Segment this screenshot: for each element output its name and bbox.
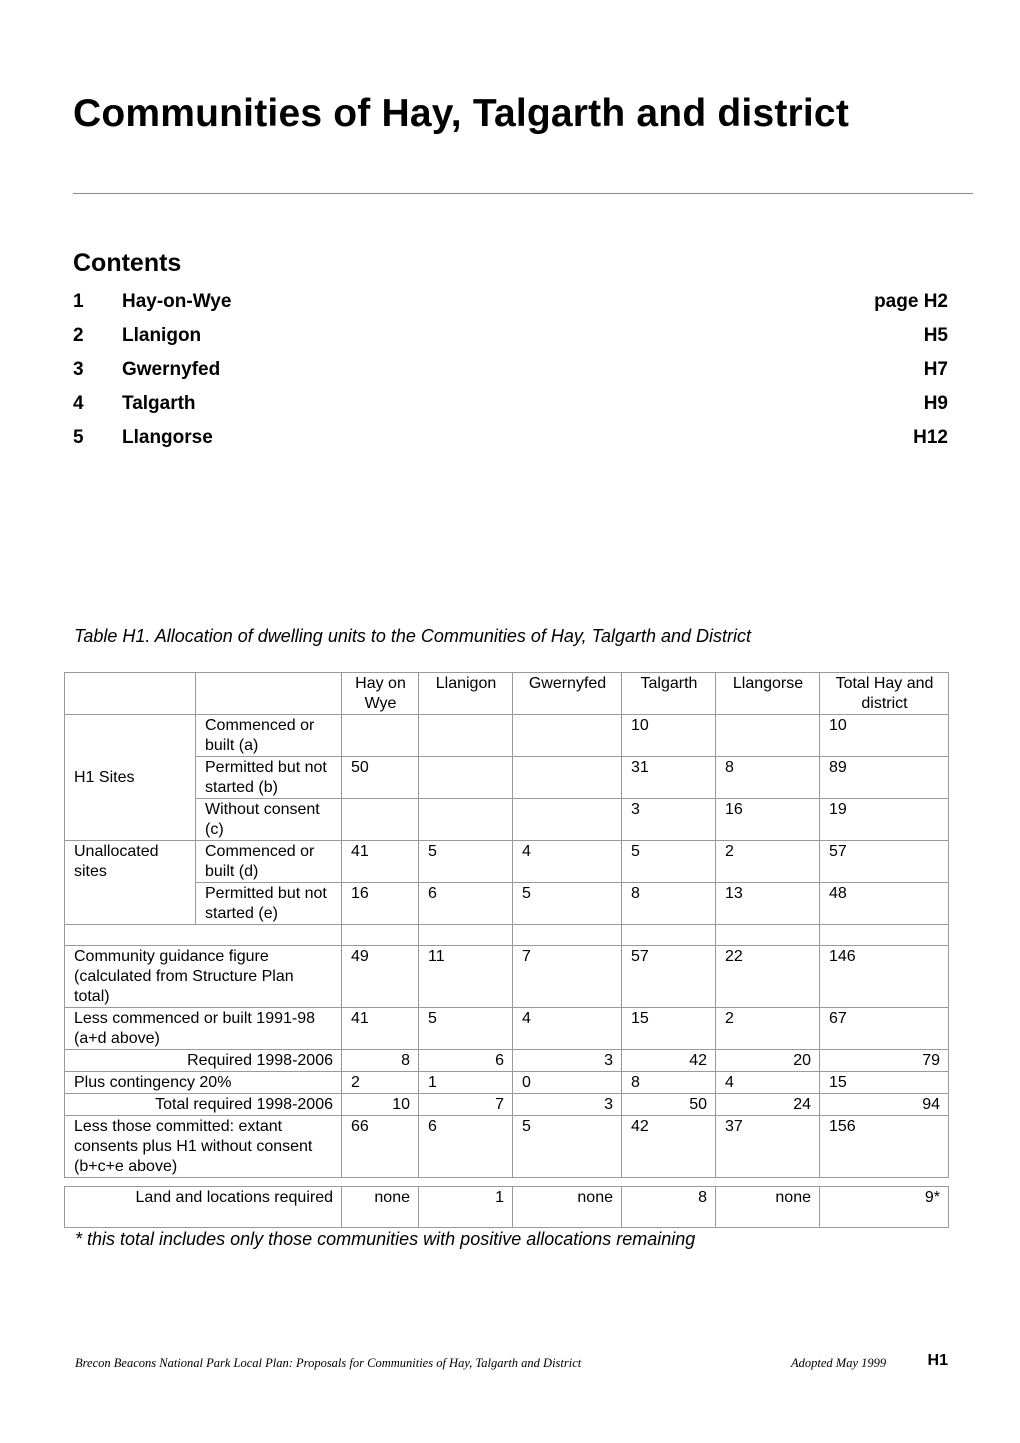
cell: 42: [622, 1116, 716, 1178]
cell: 48: [820, 883, 949, 925]
cell: 4: [513, 841, 622, 883]
empty-cell: [820, 925, 949, 946]
group-label: Unallocated sites: [65, 841, 196, 925]
toc-number: 3: [73, 359, 84, 380]
cell: 37: [716, 1116, 820, 1178]
row-label: Less commenced or built 1991-98 (a+d above): [65, 1008, 342, 1050]
toc-page: page H2: [874, 291, 948, 312]
table-footnote: * this total includes only those communities with positive allocations remaining: [75, 1229, 696, 1249]
toc-label: Talgarth: [122, 393, 196, 414]
column-header: Hay on Wye: [342, 673, 419, 715]
toc-number: 2: [73, 325, 84, 346]
cell: [513, 757, 622, 799]
empty-cell: [622, 925, 716, 946]
toc-item[interactable]: [73, 324, 948, 358]
cell: 11: [419, 946, 513, 1008]
toc-page: H9: [923, 393, 948, 414]
cell: 31: [622, 757, 716, 799]
table-row: [65, 1072, 949, 1094]
column-header: Llangorse: [716, 673, 820, 715]
cell: [342, 799, 419, 841]
page-title: Communities of Hay, Talgarth and district: [73, 92, 850, 135]
cell: 4: [513, 1008, 622, 1050]
empty-cell: [196, 673, 342, 715]
row-label: Total required 1998-2006: [65, 1094, 342, 1116]
cell: [513, 799, 622, 841]
table-row: [65, 1094, 949, 1116]
empty-cell: [65, 925, 342, 946]
empty-cell: [513, 925, 622, 946]
toc-number: 4: [73, 393, 84, 414]
cell: 3: [513, 1094, 622, 1116]
group-label: H1 Sites: [65, 715, 196, 841]
cell: 19: [820, 799, 949, 841]
toc-item[interactable]: [73, 358, 948, 392]
cell: 10: [622, 715, 716, 757]
column-header: Gwernyfed: [513, 673, 622, 715]
cell: 7: [419, 1094, 513, 1116]
toc-page: H7: [923, 359, 948, 380]
cell: 49: [342, 946, 419, 1008]
row-label: Plus contingency 20%: [65, 1072, 342, 1094]
column-header: Total Hay and district: [820, 673, 949, 715]
cell: 50: [622, 1094, 716, 1116]
cell: 10: [342, 1094, 419, 1116]
empty-cell: [716, 925, 820, 946]
cell: 10: [820, 715, 949, 757]
spacer-row: [65, 925, 949, 946]
toc-item[interactable]: [73, 426, 948, 460]
cell: 24: [716, 1094, 820, 1116]
cell: [419, 757, 513, 799]
toc-page: H12: [913, 427, 948, 448]
cell: 156: [820, 1116, 949, 1178]
cell: [513, 715, 622, 757]
cell: 4: [716, 1072, 820, 1094]
row-label: Community guidance figure (calculated from Structure Plan total): [65, 946, 342, 1008]
table-row: [65, 799, 949, 841]
table-caption: Table H1. Allocation of dwelling units to the Communities of Hay, Talgarth and District: [74, 626, 752, 646]
cell: 146: [820, 946, 949, 1008]
cell: 5: [419, 841, 513, 883]
table-row: [65, 883, 949, 925]
cell: 6: [419, 1116, 513, 1178]
row-label: Commenced or built (d): [196, 841, 342, 883]
toc-page: H5: [923, 325, 948, 346]
toc-label: Hay-on-Wye: [122, 291, 232, 312]
cell: 20: [716, 1050, 820, 1072]
cell: 8: [622, 883, 716, 925]
cell: none: [342, 1187, 419, 1228]
cell: 9*: [820, 1187, 949, 1228]
table-row: [65, 946, 949, 1008]
empty-cell: [65, 673, 196, 715]
cell: 3: [513, 1050, 622, 1072]
toc-label: Llangorse: [122, 427, 213, 448]
table-row: [65, 1050, 949, 1072]
cell: 2: [716, 1008, 820, 1050]
cell: 6: [419, 1050, 513, 1072]
cell: 57: [622, 946, 716, 1008]
header-divider: [73, 193, 973, 194]
cell: 8: [342, 1050, 419, 1072]
cell: none: [513, 1187, 622, 1228]
column-header: Llanigon: [419, 673, 513, 715]
cell: 16: [716, 799, 820, 841]
cell: 16: [342, 883, 419, 925]
row-label: Commenced or built (a): [196, 715, 342, 757]
cell: 5: [513, 1116, 622, 1178]
land-required-table: [64, 1186, 949, 1228]
cell: 1: [419, 1187, 513, 1228]
cell: [342, 715, 419, 757]
column-header: Talgarth: [622, 673, 716, 715]
cell: 42: [622, 1050, 716, 1072]
table-row: [65, 715, 949, 757]
cell: 15: [622, 1008, 716, 1050]
cell: none: [716, 1187, 820, 1228]
table-row: [65, 1187, 949, 1228]
cell: [716, 715, 820, 757]
cell: 8: [622, 1187, 716, 1228]
row-label: Land and locations required: [65, 1187, 342, 1228]
cell: 0: [513, 1072, 622, 1094]
footer-adopted: Adopted May 1999: [791, 1356, 887, 1370]
cell: 41: [342, 1008, 419, 1050]
cell: 3: [622, 799, 716, 841]
toc-label: Gwernyfed: [122, 359, 221, 380]
empty-cell: [419, 925, 513, 946]
cell: 94: [820, 1094, 949, 1116]
toc-number: 5: [73, 427, 84, 448]
cell: 5: [513, 883, 622, 925]
cell: 8: [716, 757, 820, 799]
row-label: Permitted but not started (e): [196, 883, 342, 925]
page-footer: [75, 1352, 948, 1374]
cell: 79: [820, 1050, 949, 1072]
toc-label: Llanigon: [122, 325, 202, 346]
cell: 2: [716, 841, 820, 883]
row-label: Less those committed: extant consents plus H1 without consent (b+c+e above): [65, 1116, 342, 1178]
table-row: [65, 757, 949, 799]
cell: 50: [342, 757, 419, 799]
table-row: [65, 1116, 949, 1178]
table-header-row: [65, 673, 949, 715]
cell: 89: [820, 757, 949, 799]
cell: [419, 715, 513, 757]
cell: [419, 799, 513, 841]
cell: 8: [622, 1072, 716, 1094]
row-label: Permitted but not started (b): [196, 757, 342, 799]
cell: 5: [622, 841, 716, 883]
empty-cell: [342, 925, 419, 946]
cell: 15: [820, 1072, 949, 1094]
cell: 2: [342, 1072, 419, 1094]
cell: 13: [716, 883, 820, 925]
cell: 67: [820, 1008, 949, 1050]
cell: 66: [342, 1116, 419, 1178]
cell: 1: [419, 1072, 513, 1094]
page-number: H1: [927, 1352, 948, 1369]
cell: 6: [419, 883, 513, 925]
allocation-table: [64, 672, 949, 1178]
cell: 22: [716, 946, 820, 1008]
cell: 7: [513, 946, 622, 1008]
toc-item[interactable]: [73, 392, 948, 426]
table-row: [65, 1008, 949, 1050]
cell: 5: [419, 1008, 513, 1050]
row-label: Without consent (c): [196, 799, 342, 841]
cell: 57: [820, 841, 949, 883]
toc-item[interactable]: [73, 290, 948, 324]
footer-text: Brecon Beacons National Park Local Plan: Proposals for Communities of Hay, Talgarth and District: [75, 1356, 582, 1370]
table-of-contents: [73, 290, 948, 460]
cell: 41: [342, 841, 419, 883]
contents-heading: Contents: [73, 249, 182, 277]
row-label: Required 1998-2006: [65, 1050, 342, 1072]
table-row: [65, 841, 949, 883]
toc-number: 1: [73, 291, 84, 312]
